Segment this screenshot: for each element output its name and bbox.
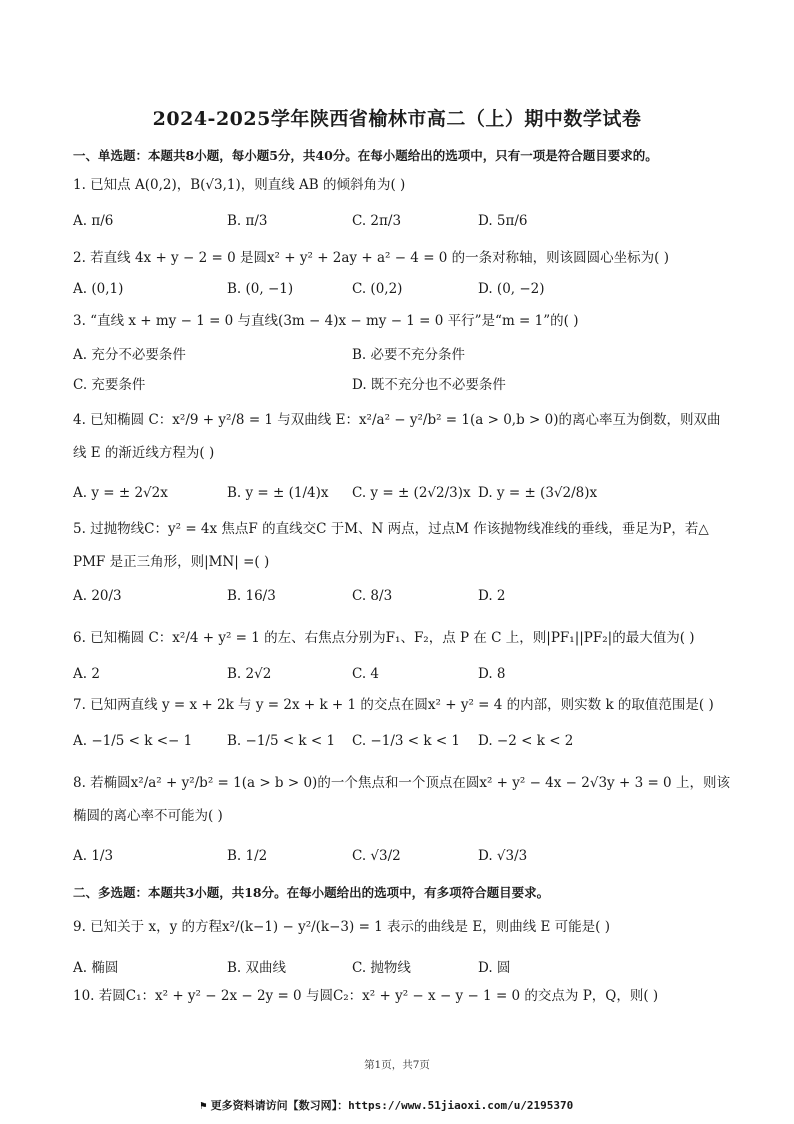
option-c: C. 充要条件 (73, 377, 146, 393)
question-8-options (73, 848, 733, 874)
option-b: B. π/3 (227, 213, 268, 229)
option-c: C. 抛物线 (352, 960, 411, 976)
question-5: 5. 过抛物线C：y² = 4x 焦点F 的直线交C 于M、N 两点，过点M 作该抛物线准线的垂线，垂足为P，若△ PMF 是正三角形，则|MN| =( ) (73, 521, 709, 570)
question-8: 8. 若椭圆x²/a² + y²/b² = 1(a > b > 0)的一个焦点和一个顶点在圆x² + y² − 4x − 2√3y + 3 = 0 上，则该椭圆的离心率不可能为( ) (73, 775, 730, 824)
option-b: B. 1/2 (227, 848, 268, 864)
option-d: D. √3/3 (478, 848, 528, 864)
question-3: 3. “直线 x + my − 1 = 0 与直线(3m − 4)x − my − 1 = 0 平行”是“m = 1”的( ) (73, 313, 579, 329)
question-7: 7. 已知两直线 y = x + 2k 与 y = 2x + k + 1 的交点在圆x² + y² = 4 的内部，则实数 k 的取值范围是( ) (73, 697, 714, 713)
question-7-options (73, 733, 733, 759)
option-d: D. y = ± (3√2/8)x (478, 485, 598, 501)
option-d: D. −2 < k < 2 (478, 733, 574, 749)
option-c: C. 2π/3 (352, 213, 402, 229)
option-d: D. 圆 (478, 960, 511, 976)
question-3-options-row1 (73, 343, 733, 369)
option-c: C. 8/3 (352, 588, 393, 604)
option-b: B. 16/3 (227, 588, 276, 604)
option-a: A. −1/5 < k <− 1 (73, 733, 193, 749)
option-b: B. 2√2 (227, 666, 272, 682)
promo-text: 更多资料请访问【数习网】：https://www.51jiaoxi.com/u/2195370 (210, 1099, 574, 1112)
question-4-options (73, 485, 733, 511)
question-6: 6. 已知椭圆 C：x²/4 + y² = 1 的左、右焦点分别为F₁、F₂，点 P 在 C 上，则|PF₁||PF₂|的最大值为( ) (73, 630, 695, 646)
option-d: D. 8 (478, 666, 506, 682)
option-d: D. (0, −2) (478, 281, 545, 297)
option-a: A. 2 (73, 666, 100, 682)
question-1-options (73, 213, 733, 239)
option-b: B. −1/5 < k < 1 (227, 733, 336, 749)
option-a: A. π/6 (73, 213, 114, 229)
option-c: C. y = ± (2√2/3)x (352, 485, 471, 501)
question-2-options (73, 281, 733, 307)
option-b: B. y = ± (1/4)x (227, 485, 329, 501)
option-c: C. (0,2) (352, 281, 403, 297)
option-d: D. 5π/6 (478, 213, 528, 229)
option-a: A. 1/3 (73, 848, 114, 864)
question-1: 1. 已知点 A(0,2)，B(√3,1)，则直线 AB 的倾斜角为( ) (73, 177, 406, 193)
question-4: 4. 已知椭圆 C：x²/9 + y²/8 = 1 与双曲线 E：x²/a² − y²/b² = 1(a > 0,b > 0)的离心率互为倒数，则双曲线 E 的渐近线方程为( ) (73, 412, 721, 461)
question-6-options (73, 666, 733, 692)
section-single-choice: 一、单选题：本题共8小题，每小题5分，共40分。在每小题给出的选项中，只有一项是符合题目要求的。 (73, 148, 658, 163)
option-a: A. 椭圆 (73, 960, 119, 976)
promo-link[interactable] (200, 1097, 600, 1113)
question-10: 10. 若圆C₁：x² + y² − 2x − 2y = 0 与圆C₂：x² + y² − x − y − 1 = 0 的交点为 P，Q，则( ) (73, 988, 659, 1004)
option-b: B. 双曲线 (227, 960, 287, 976)
option-d: D. 2 (478, 588, 506, 604)
question-2: 2. 若直线 4x + y − 2 = 0 是圆x² + y² + 2ay + a² − 4 = 0 的一条对称轴，则该圆圆心坐标为( ) (73, 250, 669, 266)
question-9-options (73, 956, 733, 982)
question-3-options-row2 (73, 373, 733, 399)
question-5-options (73, 588, 733, 614)
option-a: A. 充分不必要条件 (73, 347, 186, 363)
option-c: C. −1/3 < k < 1 (352, 733, 461, 749)
option-a: A. 20/3 (73, 588, 122, 604)
option-b: B. 必要不充分条件 (352, 347, 466, 363)
option-c: C. 4 (352, 666, 380, 682)
option-a: A. (0,1) (73, 281, 124, 297)
option-c: C. √3/2 (352, 848, 401, 864)
option-a: A. y = ± 2√2x (73, 485, 168, 501)
option-b: B. (0, −1) (227, 281, 294, 297)
page-footer: 第1页，共7页 (364, 1059, 430, 1071)
option-d: D. 既不充分也不必要条件 (352, 377, 506, 393)
page-title: 2024-2025学年陕西省榆林市高二（上）期中数学试卷 (152, 108, 642, 130)
flag-icon: ⚑ (200, 1099, 207, 1112)
question-9: 9. 已知关于 x，y 的方程x²/(k−1) − y²/(k−3) = 1 表示的曲线是 E，则曲线 E 可能是( ) (73, 919, 610, 935)
section-multiple-choice: 二、多选题：本题共3小题，共18分。在每小题给出的选项中，有多项符合题目要求。 (73, 885, 550, 900)
